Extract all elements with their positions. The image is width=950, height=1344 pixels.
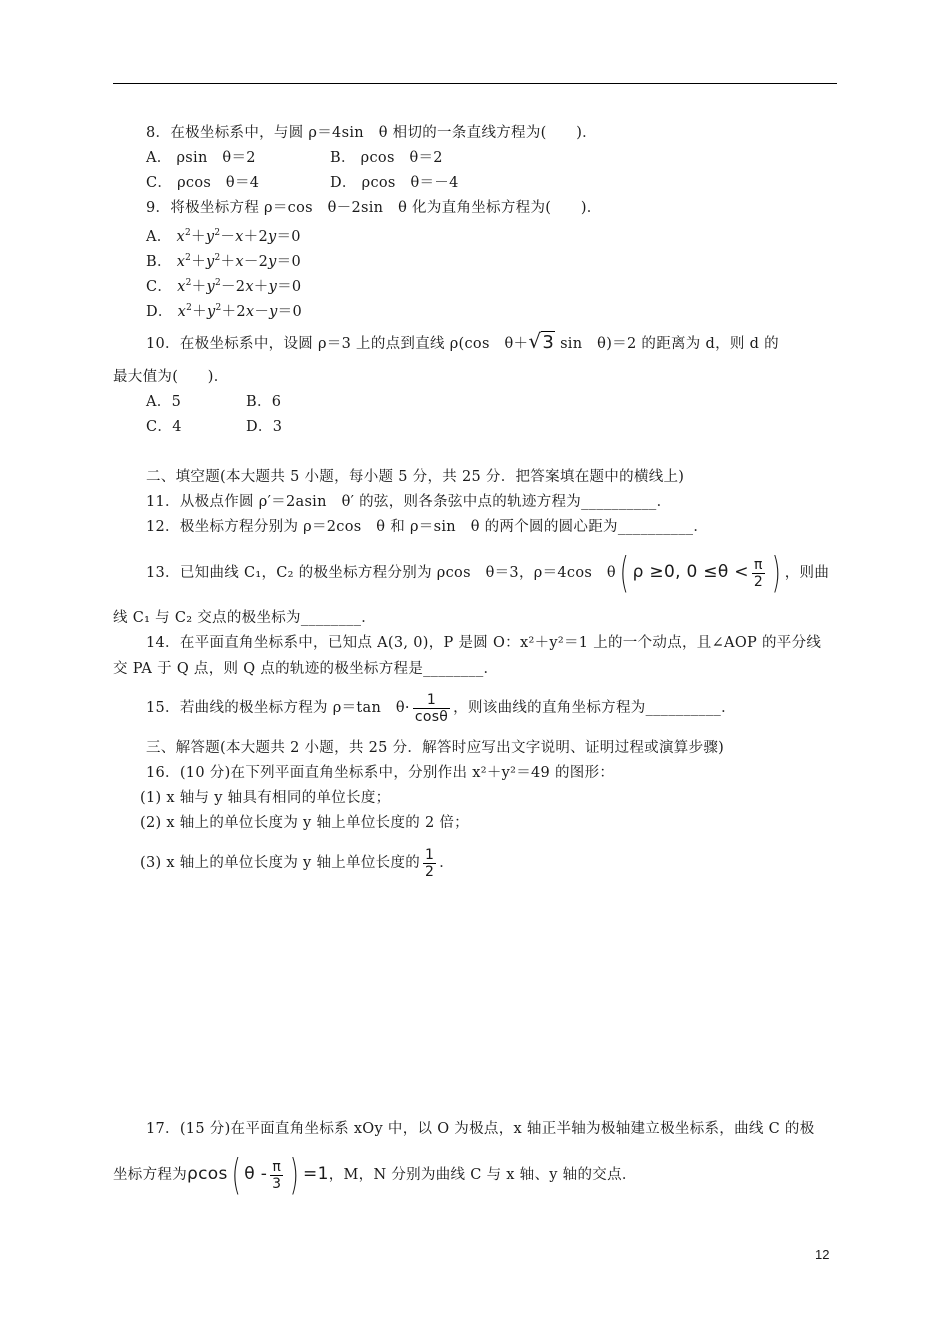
q10-stem-cont: 最大值为( )．	[113, 369, 229, 385]
q13-stem-cont: 线 C₁ 与 C₂ 交点的极坐标为________．	[113, 610, 377, 626]
q8-stem: 8．在极坐标系中，与圆 ρ＝4sin θ 相切的一条直线方程为( )．	[146, 125, 597, 141]
q10-stem: 10．在极坐标系中，设圆 ρ＝3 上的点到直线 ρ(cos θ＋√3 sin θ)＝2 的距离为 d，则 d 的	[146, 329, 779, 353]
q8-option-d: D． ρcos θ＝－4	[330, 175, 459, 191]
header-rule	[113, 83, 837, 84]
q9-stem: 9．将极坐标方程 ρ＝cos θ－2sin θ 化为直角坐标方程为( )．	[146, 200, 602, 216]
section-3-heading: 三、解答题(本大题共 2 小题，共 25 分．解答时应写出文字说明、证明过程或演算步骤)	[146, 740, 725, 756]
q11: 11．从极点作圆 ρ′＝2asin θ′ 的弦，则各条弦中点的轨迹方程为__________．	[146, 494, 672, 510]
q16-part1: (1) x 轴与 y 轴具有相同的单位长度；	[140, 790, 391, 806]
right-paren: )	[290, 1150, 300, 1199]
q13-stem: 13．已知曲线 C₁，C₂ 的极坐标方程分别为 ρcos θ＝3，ρ＝4cos θ( ρ ≥0, 0 ≤θ < $\frac{\pi}{2}$ ) ，则曲	[146, 548, 830, 597]
q14-line2: 交 PA 于 Q 点，则 Q 点的轨迹的极坐标方程是________．	[113, 661, 499, 677]
q8-option-c: C． ρcos θ＝4	[146, 175, 260, 191]
q10-option-b: B．6	[246, 394, 282, 410]
right-paren: )	[771, 548, 781, 597]
q8-option-a: A． ρsin θ＝2	[146, 150, 256, 166]
sqrt-symbol: √3	[528, 329, 555, 353]
q9-option-b: B． $x^2+y^2+x-2y=0$	[146, 253, 301, 270]
section-2-heading: 二、填空题(本大题共 5 小题，每小题 5 分，共 25 分．把答案填在题中的横线上)	[146, 469, 685, 485]
fraction-pi-3: $\frac{\pi}{3}$	[272, 1158, 282, 1192]
q12: 12．极坐标方程分别为 ρ＝2cos θ 和 ρ＝sin θ 的两个圆的圆心距为__________．	[146, 519, 709, 535]
left-paren: (	[619, 548, 629, 597]
q10-option-c: C．4	[146, 419, 182, 435]
q9-option-a: A． $x^2+y^2-x+2y=0$	[146, 228, 301, 245]
q16-part3: (3) x 轴上的单位长度为 y 轴上单位长度的 $\frac{1}{2}$ ．	[140, 846, 455, 880]
q17-line2: 坐标方程为ρcos( θ - $\frac{\pi}{3}$ ) =1，M，N 分别为曲线 C 与 x 轴、y 轴的交点．	[113, 1150, 637, 1199]
q9-option-c: C． $x^2+y^2-2x+y=0$	[146, 278, 302, 295]
q10-option-d: D．3	[246, 419, 283, 435]
q17-line1: 17．(15 分)在平面直角坐标系 xOy 中，以 O 为极点，x 轴正半轴为极轴建立极坐标系，曲线 C 的极	[146, 1121, 815, 1137]
fraction-1-2: $\frac{1}{2}$	[425, 846, 435, 880]
q8-option-b: B． ρcos θ＝2	[330, 150, 443, 166]
q16-part2: (2) x 轴上的单位长度为 y 轴上单位长度的 2 倍；	[140, 815, 469, 831]
fraction-1-costheta: $\frac{1}{\cos\theta}$	[414, 691, 449, 725]
q15-stem: 15．若曲线的极坐标方程为 ρ＝tan θ· $\frac{1}{\cos\theta}$ ，则该曲线的直角坐标方程为__________．	[146, 691, 736, 725]
q14-line1: 14．在平面直角坐标系中，已知点 A(3, 0)，P 是圆 O：x²＋y²＝1 上的一个动点，且∠AOP 的平分线	[146, 635, 822, 651]
fraction-pi-2: $\frac{\pi}{2}$	[753, 556, 764, 590]
q10-option-a: A．5	[146, 394, 182, 410]
q16-stem: 16．(10 分)在下列平面直角坐标系中，分别作出 x²＋y²＝49 的图形：	[146, 765, 615, 781]
q9-option-d: D． $x^2+y^2+2x-y=0$	[146, 303, 302, 320]
left-paren: (	[231, 1150, 241, 1199]
page-number: 12	[815, 1247, 830, 1262]
